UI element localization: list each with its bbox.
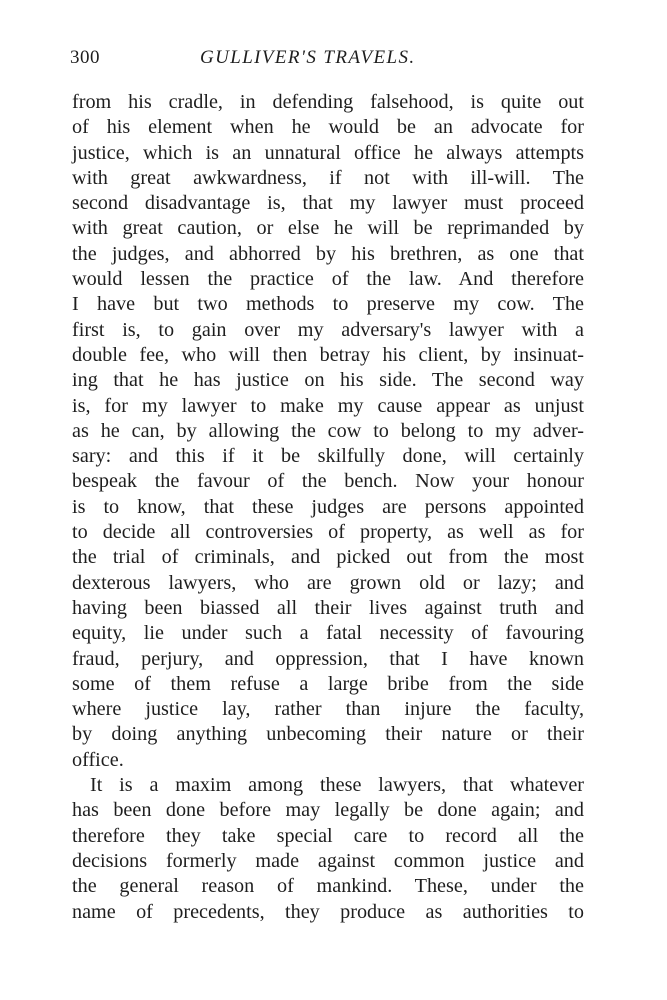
- body-text: [72, 90, 584, 925]
- text-line: bespeak the favour of the bench. Now your honour: [72, 470, 584, 493]
- text-line: fraud, perjury, and oppression, that I have known: [72, 647, 584, 670]
- text-line: with great caution, or else he will be reprimanded by: [72, 217, 584, 240]
- text-line: the judges, and abhorred by his brethren, as one that: [72, 242, 584, 265]
- text-line: some of them refuse a large bribe from the side: [72, 672, 584, 695]
- text-line: having been biassed all their lives against truth and: [72, 596, 584, 619]
- text-line: has been done before may legally be done again; and: [72, 799, 584, 822]
- text-line: from his cradle, in defending falsehood, is quite out: [72, 91, 584, 113]
- text-line: is to know, that these judges are persons appointed: [72, 495, 584, 518]
- text-line: name of precedents, they produce as authorities to: [72, 900, 584, 923]
- text-line: with great awkwardness, if not with ill-will. The: [72, 166, 584, 189]
- text-line: where justice lay, rather than injure the faculty,: [72, 698, 584, 721]
- text-line: therefore they take special care to record all the: [72, 824, 584, 847]
- text-line: the general reason of mankind. These, under the: [72, 875, 584, 898]
- page-number: 300: [70, 47, 100, 68]
- text-line: dexterous lawyers, who are grown old or lazy; and: [72, 571, 584, 594]
- text-line: sary: and this if it be skilfully done, will certainly: [72, 445, 584, 468]
- text-line: I have but two methods to preserve my cow. The: [72, 293, 584, 316]
- text-line: to decide all controversies of property, as well as for: [72, 521, 584, 544]
- text-line: second disadvantage is, that my lawyer must proceed: [72, 192, 584, 215]
- text-line: justice, which is an unnatural office he always attempts: [72, 141, 584, 164]
- text-line: as he can, by allowing the cow to belong to my adver-: [72, 419, 584, 442]
- running-title: GULLIVER'S TRAVELS.: [200, 47, 416, 68]
- text-line: would lessen the practice of the law. And therefore: [72, 268, 584, 291]
- text-line: first is, to gain over my adversary's lawyer with a: [72, 318, 584, 341]
- text-line: by doing anything unbecoming their nature or their: [72, 723, 584, 746]
- text-line: equity, lie under such a fatal necessity of favouring: [72, 622, 584, 645]
- text-line-paragraph-start: It is a maxim among these lawyers, that whatever: [90, 774, 584, 797]
- text-line-paragraph-end: office.: [72, 748, 124, 771]
- text-line: of his element when he would be an advocate for: [72, 116, 584, 139]
- text-line: ing that he has justice on his side. The second way: [72, 369, 584, 392]
- text-line: decisions formerly made against common justice and: [72, 849, 584, 872]
- text-line: the trial of criminals, and picked out from the most: [72, 546, 584, 569]
- text-line: double fee, who will then betray his client, by insinuat-: [72, 343, 584, 366]
- text-line: is, for my lawyer to make my cause appear as unjust: [72, 394, 584, 417]
